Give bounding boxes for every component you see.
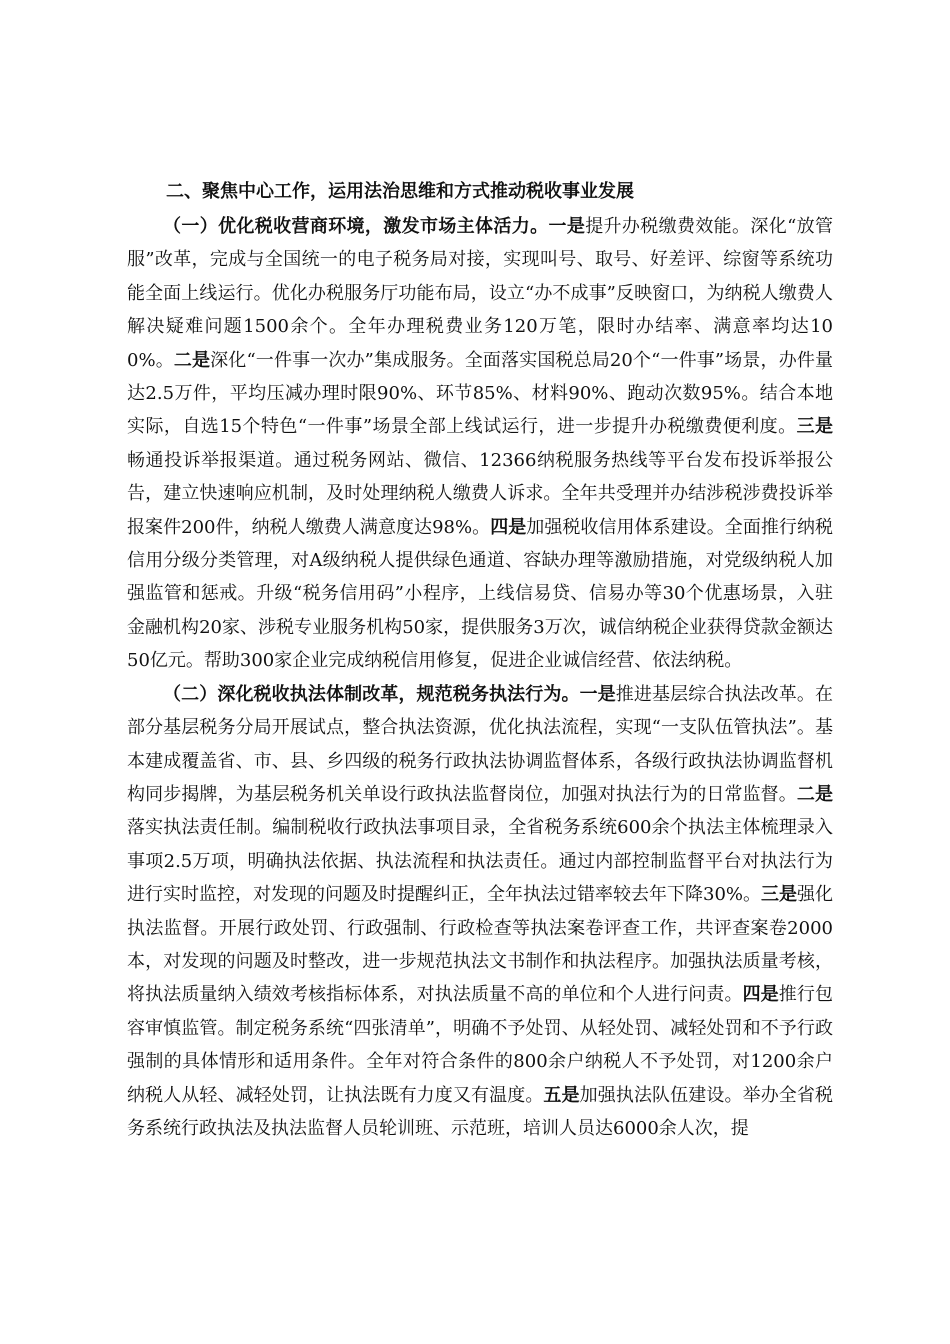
p2-point-1-marker: 一是 xyxy=(579,683,616,705)
paragraph-1-lead: （一）优化税收营商环境，激发市场主体活力。 xyxy=(163,216,549,237)
p2-point-3-marker: 三是 xyxy=(761,884,798,906)
p1-point-3-text: 畅通投诉举报渠道。通过税务网站、微信、12366纳税服务热线等平台发布投诉举报公告，建立快速响应机制，及时处理纳税人缴费人诉求。全年共受理并办结涉税涉费投诉举报案件200件，纳税人缴费人满意度达98%。 xyxy=(127,449,833,538)
p2-point-2-text: 落实执法责任制。编制税收行政执法事项目录，全省税务系统600余个执法主体梳理录入事项2.5万项，明确执法依据、执法流程和执法责任。通过内部控制监督平台对执法行为进行实时监控，对发现的问题及时提醒纠正，全年执法过错率较去年下降30%。 xyxy=(127,817,833,906)
p1-point-1-text: 提升办税缴费效能。深化“放管服”改革，完成与全国统一的电子税务局对接，实现叫号、取号、好差评、综窗等系统功能全面上线运行。优化办税服务厅功能布局，设立“办不成事”反映窗口，为纳税人缴费人解决疑难问题1500余个。全年办理税费业务120万笔，限时办结率、满意率均达100%。 xyxy=(127,216,834,371)
paragraph-2 xyxy=(127,678,833,1146)
p2-point-4-marker: 四是 xyxy=(742,984,779,1006)
p2-point-2-marker: 二是 xyxy=(796,783,833,805)
p2-point-5-text: 加强执法队伍建设。举办全省税务系统行政执法及执法监督人员轮训班、示范班，培训人员达6000余人次，提 xyxy=(127,1084,834,1139)
paragraph-2-lead: （二）深化税收执法体制改革，规范税务执法行为。 xyxy=(163,683,580,705)
p1-point-1-marker: 一是 xyxy=(548,216,586,237)
p2-point-1-text: 推进基层综合执法改革。在部分基层税务分局开展试点，整合执法资源，优化执法流程，实现“一支队伍管执法”。基本建成覆盖省、市、县、乡四级的税务行政执法协调监督体系，各级行政执法协调监督机构同步揭牌，为基层税务机关单设行政执法监督岗位，加强对执法行为的日常监督。 xyxy=(127,683,834,805)
p2-point-4-text: 推行包容审慎监管。制定税务系统“四张清单”，明确不予处罚、从轻处罚、减轻处罚和不予行政强制的具体情形和适用条件。全年对符合条件的800余户纳税人不予处罚，对1200余户纳税人从轻、减轻处罚，让执法既有力度又有温度。 xyxy=(127,984,834,1106)
p1-point-4-text: 加强税收信用体系建设。全面推行纳税信用分级分类管理，对A级纳税人提供绿色通道、容缺办理等激励措施，对党级纳税人加强监管和惩戒。升级“税务信用码”小程序，上线信易贷、信易办等30个优惠场景，入驻金融机构20家、涉税专业服务机构50家，提供服务3万次，诚信纳税企业获得贷款金额达50亿元。帮助300家企业完成纳税信用修复，促进企业诚信经营、依法纳税。 xyxy=(127,516,834,672)
paragraph-1 xyxy=(127,210,833,678)
p1-point-4-marker: 四是 xyxy=(490,516,527,538)
p1-point-3-marker: 三是 xyxy=(796,416,834,438)
section-heading: 二、聚焦中心工作，运用法治思维和方式推动税收事业发展 xyxy=(166,181,634,202)
p1-point-2-marker: 二是 xyxy=(173,349,211,371)
document-body xyxy=(127,174,833,1145)
p2-point-3-text: 强化执法监督。开展行政处罚、行政强制、行政检查等执法案卷评查工作，共评查案卷2000本，对发现的问题及时整改，进一步规范执法文书制作和执法程序。加强执法质量考核，将执法质量纳入绩效考核指标体系，对执法质量不高的单位和个人进行问责。 xyxy=(127,884,834,1006)
p1-point-2-text: 深化“一件事一次办”集成服务。全面落实国税总局20个“一件事”场景，办件量达2.5万件，平均压减办理时限90%、环节85%、材料90%、跑动次数95%。结合本地实际，自选15个特色“一件事”场景全部上线试运行，进一步提升办税缴费便利度。 xyxy=(127,349,833,438)
p2-point-5-marker: 五是 xyxy=(543,1084,580,1106)
